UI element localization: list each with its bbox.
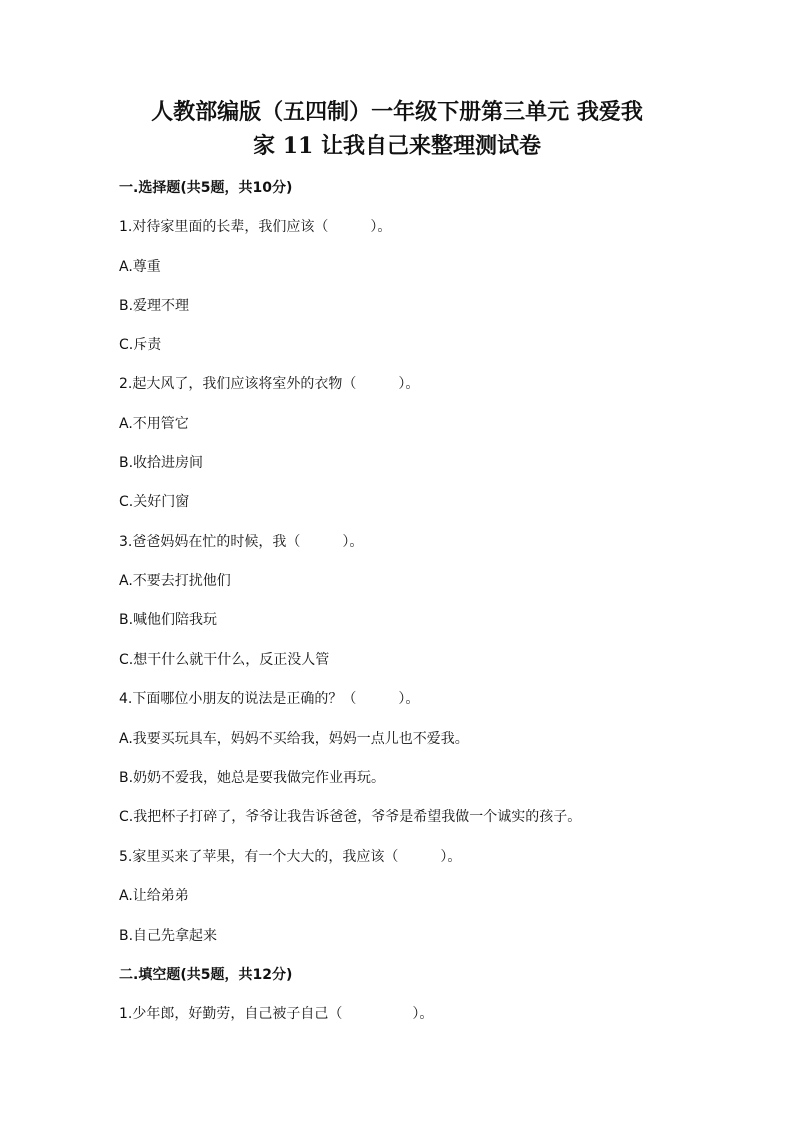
section-heading-choice: 一.选择题(共5题，共10分) — [119, 180, 293, 196]
question-option: A.不要去打扰他们 — [119, 573, 231, 589]
document-title-line-2: 家 11 让我自己来整理测试卷 — [253, 133, 541, 159]
section-heading-fill-in: 二.填空题(共5题，共12分) — [119, 967, 293, 983]
question-option: C.关好门窗 — [119, 494, 190, 510]
question-option: B.爱理不理 — [119, 298, 190, 314]
question-option: A.让给弟弟 — [119, 888, 189, 904]
question-option: C.我把杯子打碎了，爷爷让我告诉爸爸，爷爷是希望我做一个诚实的孩子。 — [119, 809, 582, 825]
question-text: 5.家里买来了苹果，有一个大大的，我应该（ ）。 — [119, 849, 462, 865]
document-title-line-1: 人教部编版（五四制）一年级下册第三单元 我爱我 — [151, 99, 643, 125]
question-text: 1.对待家里面的长辈，我们应该（ ）。 — [119, 219, 392, 235]
question-option: C.斥责 — [119, 337, 162, 353]
question-text: 2.起大风了，我们应该将室外的衣物（ ）。 — [119, 376, 420, 392]
question-text: 4.下面哪位小朋友的说法是正确的？（ ）。 — [119, 691, 420, 707]
question-option: C.想干什么就干什么，反正没人管 — [119, 652, 330, 668]
question-text: 3.爸爸妈妈在忙的时候，我（ ）。 — [119, 534, 364, 550]
question-option: B.自己先拿起来 — [119, 928, 218, 944]
question-option: B.喊他们陪我玩 — [119, 612, 218, 628]
question-option: B.收拾进房间 — [119, 455, 204, 471]
question-option: A.尊重 — [119, 259, 161, 275]
question-option: A.我要买玩具车，妈妈不买给我，妈妈一点儿也不爱我。 — [119, 731, 469, 747]
question-text: 1.少年郎，好勤劳，自己被子自己（ ）。 — [119, 1006, 434, 1022]
question-option: A.不用管它 — [119, 416, 189, 432]
question-option: B.奶奶不爱我，她总是要我做完作业再玩。 — [119, 770, 386, 786]
